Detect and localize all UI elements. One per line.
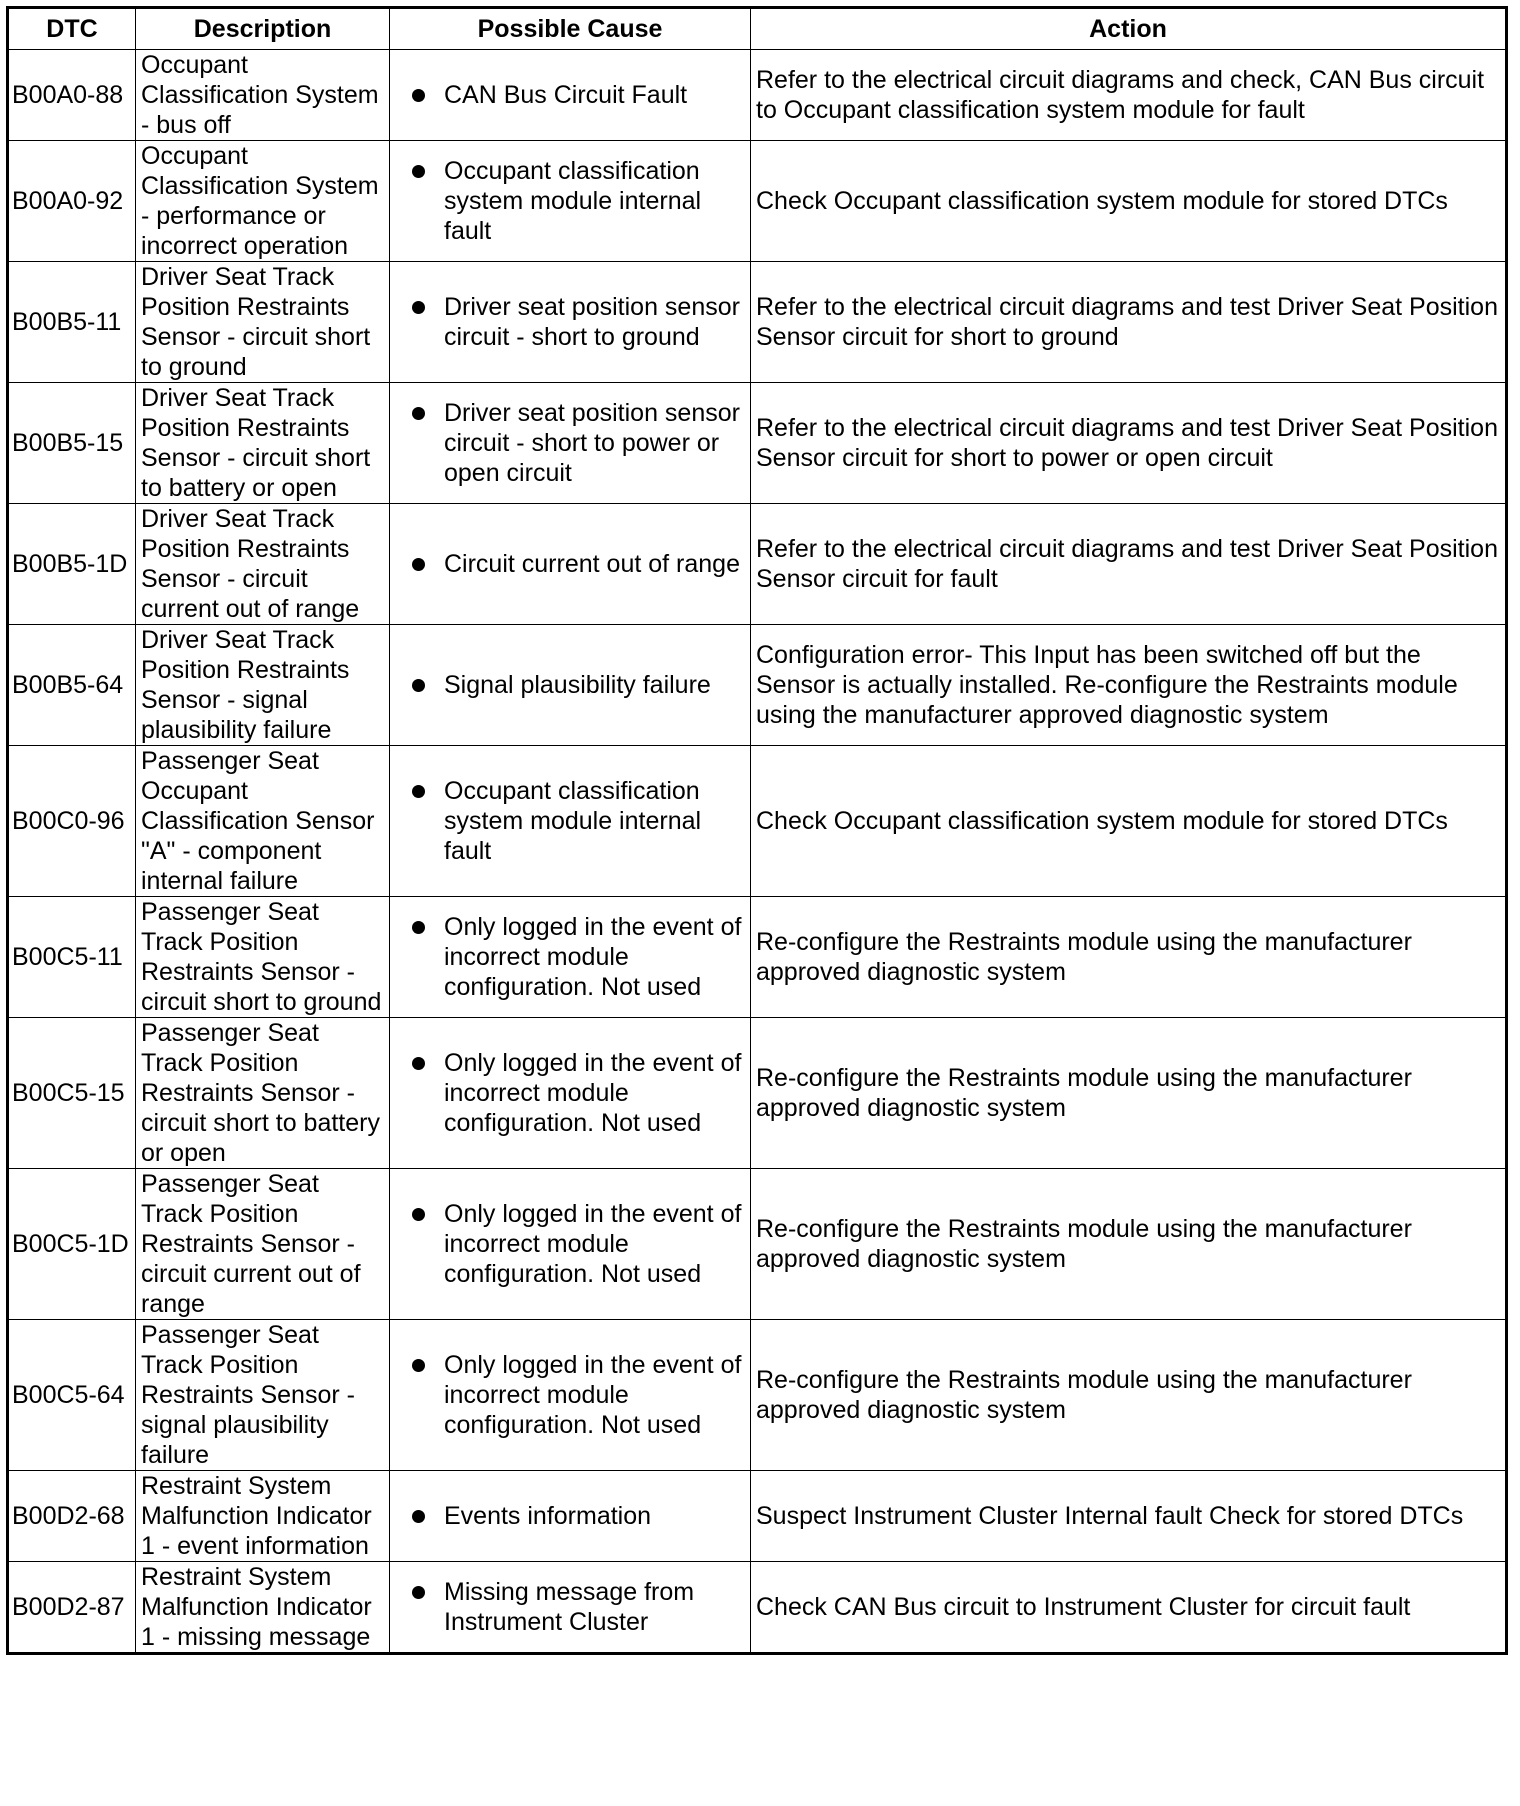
action-text: Check Occupant classification system module for stored DTCs <box>751 141 1507 262</box>
header-possible-cause: Possible Cause <box>390 8 751 50</box>
possible-cause: Missing message from Instrument Cluster <box>444 1578 695 1636</box>
bullet-icon <box>412 1510 425 1523</box>
header-dtc: DTC <box>8 8 136 50</box>
cause-item <box>402 80 746 110</box>
possible-cause-cell <box>390 1562 751 1654</box>
bullet-icon <box>412 1359 425 1372</box>
table-row <box>8 897 1507 1018</box>
dtc-code: B00C5-64 <box>8 1320 136 1471</box>
dtc-code: B00D2-87 <box>8 1562 136 1654</box>
header-action: Action <box>751 8 1507 50</box>
bullet-icon <box>412 89 425 102</box>
cause-item <box>402 1577 746 1637</box>
action-text: Check CAN Bus circuit to Instrument Cluster for circuit fault <box>751 1562 1507 1654</box>
action-text: Refer to the electrical circuit diagrams and check, CAN Bus circuit to Occupant classification system module for fault <box>751 50 1507 141</box>
dtc-description: Restraint System Malfunction Indicator 1 - missing message <box>136 1562 390 1654</box>
dtc-code: B00A0-92 <box>8 141 136 262</box>
dtc-code: B00B5-15 <box>8 383 136 504</box>
cause-item <box>402 1350 746 1440</box>
dtc-description: Passenger Seat Track Position Restraints Sensor - signal plausibility failure <box>136 1320 390 1471</box>
dtc-description: Driver Seat Track Position Restraints Sensor - circuit short to ground <box>136 262 390 383</box>
dtc-code: B00B5-64 <box>8 625 136 746</box>
possible-cause-cell <box>390 1320 751 1471</box>
action-text: Check Occupant classification system module for stored DTCs <box>751 746 1507 897</box>
bullet-icon <box>412 785 425 798</box>
action-text: Configuration error- This Input has been switched off but the Sensor is actually installed. Re-configure the Restraints module using the manufacturer approved diagnostic system <box>751 625 1507 746</box>
header-row <box>8 8 1507 50</box>
cause-item <box>402 1048 746 1138</box>
dtc-code: B00B5-1D <box>8 504 136 625</box>
action-text: Re-configure the Restraints module using the manufacturer approved diagnostic system <box>751 1169 1507 1320</box>
possible-cause-cell <box>390 625 751 746</box>
table-row <box>8 1320 1507 1471</box>
possible-cause: Occupant classification system module internal fault <box>444 777 702 865</box>
cause-item <box>402 1501 746 1531</box>
action-text: Refer to the electrical circuit diagrams and test Driver Seat Position Sensor circuit for fault <box>751 504 1507 625</box>
possible-cause: Only logged in the event of incorrect module configuration. Not used <box>444 1049 742 1137</box>
dtc-description: Driver Seat Track Position Restraints Sensor - signal plausibility failure <box>136 625 390 746</box>
dtc-description: Occupant Classification System - bus off <box>136 50 390 141</box>
cause-item <box>402 1199 746 1289</box>
dtc-code: B00C0-96 <box>8 746 136 897</box>
dtc-code: B00C5-15 <box>8 1018 136 1169</box>
bullet-icon <box>412 165 425 178</box>
possible-cause: Events information <box>444 1502 652 1530</box>
bullet-icon <box>412 1057 425 1070</box>
cause-item <box>402 549 746 579</box>
possible-cause: Circuit current out of range <box>444 550 740 578</box>
dtc-code: B00C5-11 <box>8 897 136 1018</box>
bullet-icon <box>412 1586 425 1599</box>
table-row <box>8 504 1507 625</box>
possible-cause-cell <box>390 1018 751 1169</box>
cause-item <box>402 398 746 488</box>
action-text: Suspect Instrument Cluster Internal fault Check for stored DTCs <box>751 1471 1507 1562</box>
cause-item <box>402 156 746 246</box>
dtc-code: B00D2-68 <box>8 1471 136 1562</box>
dtc-description: Driver Seat Track Position Restraints Sensor - circuit short to battery or open <box>136 383 390 504</box>
possible-cause-cell <box>390 897 751 1018</box>
possible-cause-cell <box>390 746 751 897</box>
bullet-icon <box>412 1208 425 1221</box>
table-row <box>8 625 1507 746</box>
table-row <box>8 1471 1507 1562</box>
possible-cause: Driver seat position sensor circuit - short to power or open circuit <box>444 399 740 487</box>
possible-cause-cell <box>390 504 751 625</box>
table-row <box>8 383 1507 504</box>
action-text: Re-configure the Restraints module using the manufacturer approved diagnostic system <box>751 1018 1507 1169</box>
bullet-icon <box>412 679 425 692</box>
dtc-description: Occupant Classification System - performance or incorrect operation <box>136 141 390 262</box>
table-row <box>8 141 1507 262</box>
possible-cause: Occupant classification system module internal fault <box>444 157 702 245</box>
possible-cause: Only logged in the event of incorrect module configuration. Not used <box>444 913 742 1001</box>
possible-cause-cell <box>390 1169 751 1320</box>
action-text: Refer to the electrical circuit diagrams and test Driver Seat Position Sensor circuit for short to power or open circuit <box>751 383 1507 504</box>
dtc-description: Restraint System Malfunction Indicator 1 - event information <box>136 1471 390 1562</box>
table-row <box>8 746 1507 897</box>
possible-cause-cell <box>390 262 751 383</box>
possible-cause: Driver seat position sensor circuit - short to ground <box>444 293 740 351</box>
possible-cause: CAN Bus Circuit Fault <box>444 81 688 109</box>
possible-cause: Only logged in the event of incorrect module configuration. Not used <box>444 1351 742 1439</box>
possible-cause-cell <box>390 50 751 141</box>
dtc-description: Passenger Seat Track Position Restraints Sensor - circuit short to ground <box>136 897 390 1018</box>
bullet-icon <box>412 301 425 314</box>
action-text: Re-configure the Restraints module using the manufacturer approved diagnostic system <box>751 1320 1507 1471</box>
possible-cause: Signal plausibility failure <box>444 671 711 699</box>
dtc-code: B00A0-88 <box>8 50 136 141</box>
possible-cause-cell <box>390 141 751 262</box>
table-header <box>8 8 1507 50</box>
possible-cause-cell <box>390 1471 751 1562</box>
cause-item <box>402 776 746 866</box>
bullet-icon <box>412 407 425 420</box>
dtc-description: Driver Seat Track Position Restraints Sensor - circuit current out of range <box>136 504 390 625</box>
header-description: Description <box>136 8 390 50</box>
dtc-description: Passenger Seat Occupant Classification Sensor "A" - component internal failure <box>136 746 390 897</box>
dtc-code: B00B5-11 <box>8 262 136 383</box>
action-text: Re-configure the Restraints module using the manufacturer approved diagnostic system <box>751 897 1507 1018</box>
table-row <box>8 1562 1507 1654</box>
dtc-description: Passenger Seat Track Position Restraints Sensor - circuit short to battery or open <box>136 1018 390 1169</box>
action-text: Refer to the electrical circuit diagrams and test Driver Seat Position Sensor circuit for short to ground <box>751 262 1507 383</box>
possible-cause-cell <box>390 383 751 504</box>
table-row <box>8 50 1507 141</box>
bullet-icon <box>412 558 425 571</box>
dtc-code: B00C5-1D <box>8 1169 136 1320</box>
cause-item <box>402 292 746 352</box>
table-row <box>8 1018 1507 1169</box>
table-row <box>8 1169 1507 1320</box>
cause-item <box>402 912 746 1002</box>
table-body <box>8 50 1507 1654</box>
dtc-table <box>6 6 1508 1655</box>
possible-cause: Only logged in the event of incorrect module configuration. Not used <box>444 1200 742 1288</box>
cause-item <box>402 670 746 700</box>
bullet-icon <box>412 921 425 934</box>
table-row <box>8 262 1507 383</box>
dtc-description: Passenger Seat Track Position Restraints Sensor - circuit current out of range <box>136 1169 390 1320</box>
